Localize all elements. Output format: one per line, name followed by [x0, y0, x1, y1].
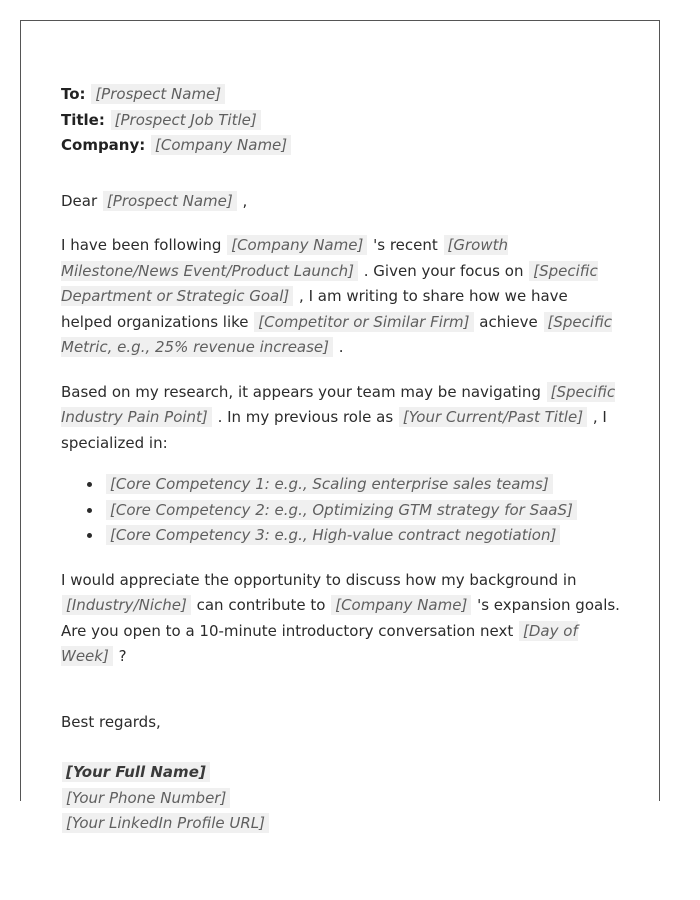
competency-list — [61, 472, 621, 549]
signature-block — [61, 760, 621, 837]
greeting-name-placeholder: [Prospect Name] — [103, 191, 237, 211]
para3-day-placeholder: [Day of Week] — [61, 621, 578, 665]
greeting — [61, 189, 621, 215]
para2-text-2: . In my previous role as — [217, 408, 394, 426]
competency-2-placeholder: [Core Competency 2: e.g., Optimizing GTM strategy for SaaS] — [106, 500, 577, 520]
para1-milestone-placeholder: [Growth Milestone/News Event/Product Launch] — [61, 236, 509, 280]
list-item — [103, 523, 621, 549]
title-label: Title: — [61, 110, 105, 129]
title-line — [61, 108, 621, 134]
greeting-prefix: Dear — [61, 191, 98, 210]
to-label: To: — [61, 85, 86, 103]
competency-3-placeholder: [Core Competency 3: e.g., High-value contract negotiation] — [106, 525, 560, 545]
para1-text-4: , I am writing to share how we have helped organizations like — [61, 287, 568, 331]
paragraph-intro — [61, 233, 621, 361]
recipient-block — [61, 82, 621, 159]
letter-body — [61, 82, 621, 837]
para1-text-2: 's recent — [373, 236, 438, 254]
para3-text-4: ? — [118, 647, 127, 665]
para2-text-1: Based on my research, it appears your team may be navigating — [61, 382, 541, 401]
para1-text-1: I have been following — [61, 236, 222, 254]
para3-industry-placeholder: [Industry/Niche] — [62, 595, 191, 615]
to-line — [61, 82, 621, 108]
para3-company-placeholder: [Company Name] — [331, 595, 471, 615]
para3-text-1: I would appreciate the opportunity to discuss how my background in — [61, 570, 577, 589]
signature-name-placeholder: [Your Full Name] — [62, 762, 210, 782]
signature-linkedin-placeholder: [Your LinkedIn Profile URL] — [62, 813, 269, 833]
list-item — [103, 498, 621, 524]
para1-competitor-placeholder: [Competitor or Similar Firm] — [254, 312, 473, 332]
to-placeholder: [Prospect Name] — [91, 84, 225, 104]
closing-line: Best regards, — [61, 712, 161, 731]
para1-company-placeholder: [Company Name] — [227, 235, 367, 255]
list-item — [103, 472, 621, 498]
para3-text-3: 's expansion goals. Are you open to a 10-minute introductory conversation next — [61, 596, 620, 640]
para1-text-5: achieve — [479, 312, 538, 331]
para3-text-2: can contribute to — [196, 596, 326, 614]
para2-text-3: , I specialized in: — [61, 408, 607, 452]
para2-pain-point-placeholder: [Specific Industry Pain Point] — [61, 382, 616, 426]
greeting-suffix: , — [242, 191, 248, 210]
title-placeholder: [Prospect Job Title] — [111, 110, 261, 130]
company-line — [61, 133, 621, 159]
competency-1-placeholder: [Core Competency 1: e.g., Scaling enterprise sales teams] — [106, 474, 553, 494]
company-label: Company: — [61, 136, 146, 154]
para1-text-6: . — [338, 338, 344, 356]
letter-frame — [20, 20, 660, 832]
para1-text-3: . Given your focus on — [363, 261, 524, 280]
signature-phone-placeholder: [Your Phone Number] — [62, 788, 230, 808]
para1-metric-placeholder: [Specific Metric, e.g., 25% revenue increase] — [61, 312, 613, 356]
paragraph-request — [61, 568, 621, 670]
para2-title-placeholder: [Your Current/Past Title] — [399, 407, 587, 427]
paragraph-research — [61, 380, 621, 457]
para1-department-placeholder: [Specific Department or Strategic Goal] — [61, 261, 598, 305]
company-placeholder: [Company Name] — [151, 135, 291, 155]
